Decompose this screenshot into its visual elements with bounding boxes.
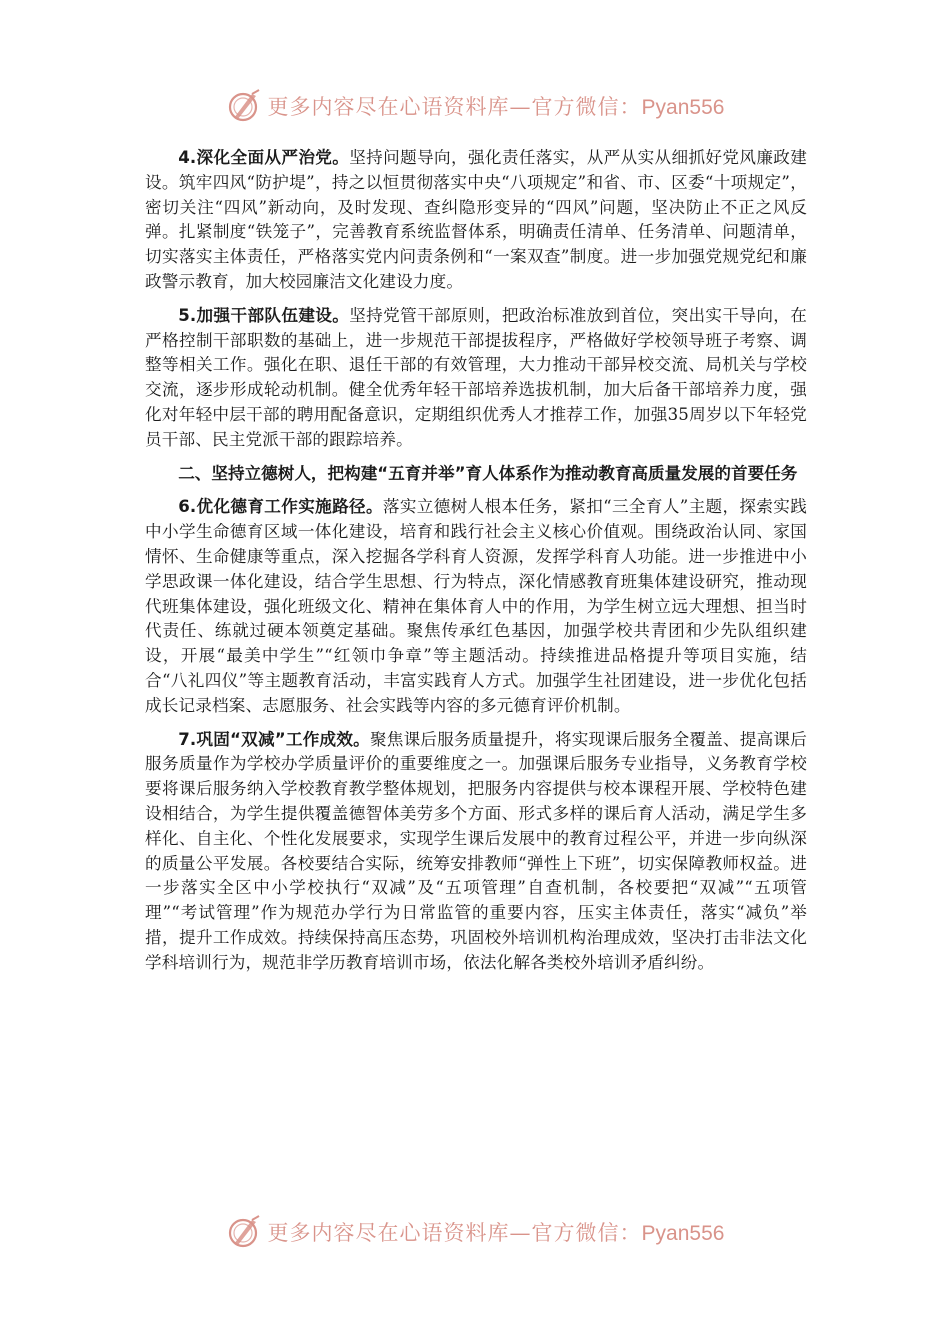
watermark-footer (0, 1210, 950, 1254)
paragraph-text: 落实立德树人根本任务，紧扣“三全育人”主题，探索实践中小学生命德育区域一体化建设，培育和践行社会主义核心价值观。围绕政治认同、家国情怀、生命健康等重点，深入挖掘各学科育人资源，发挥学科育人功能。进一步推进中小学思政课一体化建设，结合学生思想、行为特点，深化情感教育班集体建设研究，推动现代班集体建设，强化班级文化、精神在集体育人中的作用，为学生树立远大理想、担当时代责任、练就过硬本领奠定基础。聚焦传承红色基因，加强学校共青团和少先队组织建设，开展“最美中学生”“红领巾争章”等主题活动。持续推进品格提升等项目实施，结合“八礼四仪”等主题教育活动，丰富实践育人方式。加强学生社团建设，进一步优化包括成长记录档案、志愿服务、社会实践等内容的多元德育评价机制。 (145, 497, 807, 715)
paragraph-text: 坚持问题导向，强化责任落实，从严从实从细抓好党风廉政建设。筑牢四风“防护堤”，持之以恒贯彻落实中央“八项规定”和省、市、区委“十项规定”，密切关注“四风”新动向，及时发现、查纠隐形变异的“四风”问题，坚决防止不正之风反弹。扎紧制度“铁笼子”，完善教育系统监督体系，明确责任清单、任务清单、问题清单，切实落实主体责任，严格落实党内问责条例和“一案双查”制度。进一步加强党规党纪和廉政警示教育，加大校园廉洁文化建设力度。 (145, 148, 807, 291)
watermark-header (0, 84, 950, 128)
body-paragraph (145, 146, 807, 295)
body-paragraph (145, 728, 807, 976)
quill-pen-icon (226, 88, 262, 124)
paragraph-lead: 4.深化全面从严治党。 (178, 148, 350, 167)
quill-pen-icon (226, 1214, 262, 1250)
watermark-text: 更多内容尽在心语资料库—官方微信：Pyan556 (267, 95, 725, 119)
section-heading: 二、坚持立德树人，把构建“五育并举”育人体系作为推动教育高质量发展的首要任务 (178, 463, 798, 483)
paragraph-lead: 7.巩固“双减”工作成效。 (178, 729, 370, 749)
paragraph-text: 坚持党管干部原则，把政治标准放到首位，突出实干导向，在严格控制干部职数的基础上，进一步规范干部提拔程序，严格做好学校领导班子考察、调整等相关工作。强化在职、退任干部的有效管理，大力推动干部异校交流、局机关与学校交流，逐步形成轮动机制。健全优秀年轻干部培养选拔机制，加大后备干部培养力度，强化对年轻中层干部的聘用配备意识，定期组织优秀人才推荐工作，加强35周岁以下年轻党员干部、民主党派干部的跟踪培养。 (145, 305, 807, 449)
paragraph-lead: 5.加强干部队伍建设。 (178, 305, 350, 325)
watermark-text: 更多内容尽在心语资料库—官方微信：Pyan556 (267, 1221, 725, 1245)
body-paragraph (145, 495, 807, 718)
paragraph-lead: 6.优化德育工作实施路径。 (178, 497, 383, 517)
paragraph-text: 聚焦课后服务质量提升，将实现课后服务全覆盖、提高课后服务质量作为学校办学质量评价的重要维度之一。加强课后服务专业指导，义务教育学校要将课后服务纳入学校教育教学整体规划，把服务内容提供与校本课程开展、学校特色建设相结合，为学生提供覆盖德智体美劳多个方面、形式多样的课后育人活动，满足学生多样化、自主化、个性化发展要求，实现学生课后发展中的教育过程公平，并进一步向纵深的质量公平发展。各校要结合实际，统筹安排教师“弹性上下班”，切实保障教师权益。进一步落实全区中小学校执行“双减”及“五项管理”自查机制，各校要把“双减”“五项管理”“考试管理”作为规范办学行为日常监管的重要内容，压实主体责任，落实“减负”举措，提升工作成效。持续保持高压态势，巩固校外培训机构治理成效，坚决打击非法文化学科培训行为，规范非学历教育培训市场，依法化解各类校外培训矛盾纠纷。 (145, 729, 807, 972)
document-body (145, 146, 807, 976)
body-paragraph (145, 304, 807, 453)
